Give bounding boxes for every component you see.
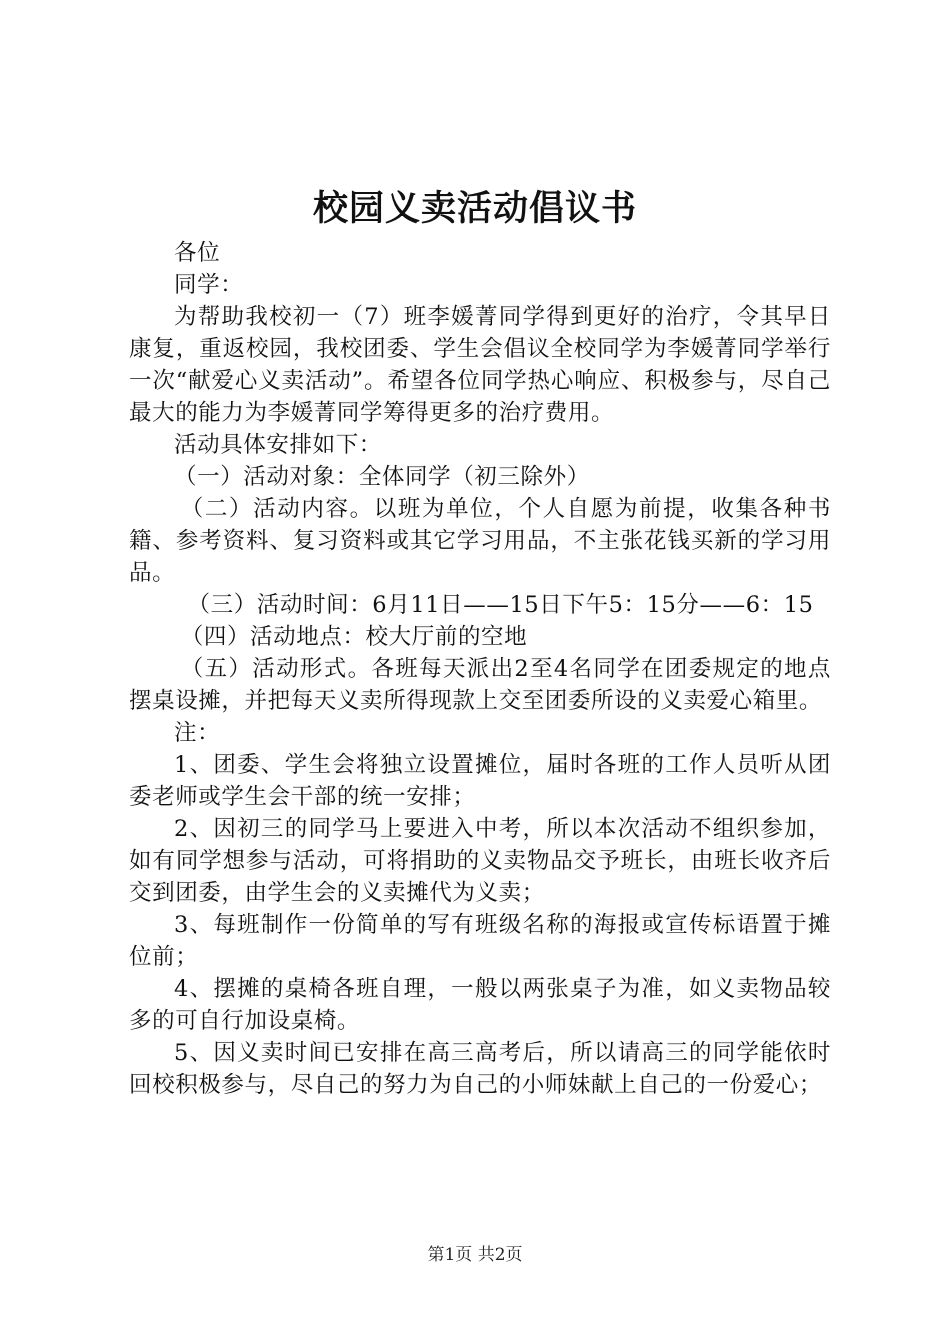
intro-paragraph: 为帮助我校初一（7）班李媛菁同学得到更好的治疗，令其早日康复，重返校园，我校团委、学生会倡议全校同学为李媛菁同学举行一次“献爱心义卖活动”。希望各位同学热心响应、积极参与，尽自己最大的能力为李媛菁同学筹得更多的治疗费用。 — [129, 304, 831, 426]
item-2: （二）活动内容。以班为单位，个人自愿为前提，收集各种书籍、参考资料、复习资料或其它学习用品，不主张花钱买新的学习用品。 — [129, 496, 831, 586]
note-1: 1、团委、学生会将独立设置摊位，届时各班的工作人员听从团委老师或学生会干部的统一安排； — [129, 752, 831, 810]
item-1: （一）活动对象：全体同学（初三除外） — [174, 464, 590, 490]
note-4: 4、摆摊的桌椅各班自理，一般以两张桌子为准，如义卖物品较多的可自行加设桌椅。 — [129, 976, 831, 1034]
note-3: 3、每班制作一份简单的写有班级名称的海报或宣传标语置于摊位前； — [129, 912, 831, 970]
note-heading: 注： — [174, 720, 221, 746]
note-2: 2、因初三的同学马上要进入中考，所以本次活动不组织参加，如有同学想参与活动，可将捐助的义卖物品交予班长，由班长收齐后交到团委，由学生会的义卖摊代为义卖； — [129, 816, 831, 906]
salutation-line-1: 各位 — [174, 240, 221, 266]
document-body — [129, 237, 831, 1101]
note-5: 5、因义卖时间已安排在高三高考后，所以请高三的同学能依时回校积极参与，尽自己的努力为自己的小师妹献上自己的一份爱心； — [129, 1040, 831, 1098]
document-title: 校园义卖活动倡议书 — [312, 188, 637, 229]
salutation-line-2: 同学： — [174, 272, 244, 298]
item-3: （三）活动时间：6月11日——15日下午5：15分——6：15 — [187, 592, 814, 618]
item-4: （四）活动地点：校大厅前的空地 — [180, 624, 528, 650]
page-footer: 第1页 共2页 — [427, 1245, 523, 1265]
arrangement-heading: 活动具体安排如下： — [174, 432, 382, 458]
item-5: （五）活动形式。各班每天派出2至4名同学在团委规定的地点摆桌设摊，并把每天义卖所得现款上交至团委所设的义卖爱心箱里。 — [129, 656, 831, 714]
